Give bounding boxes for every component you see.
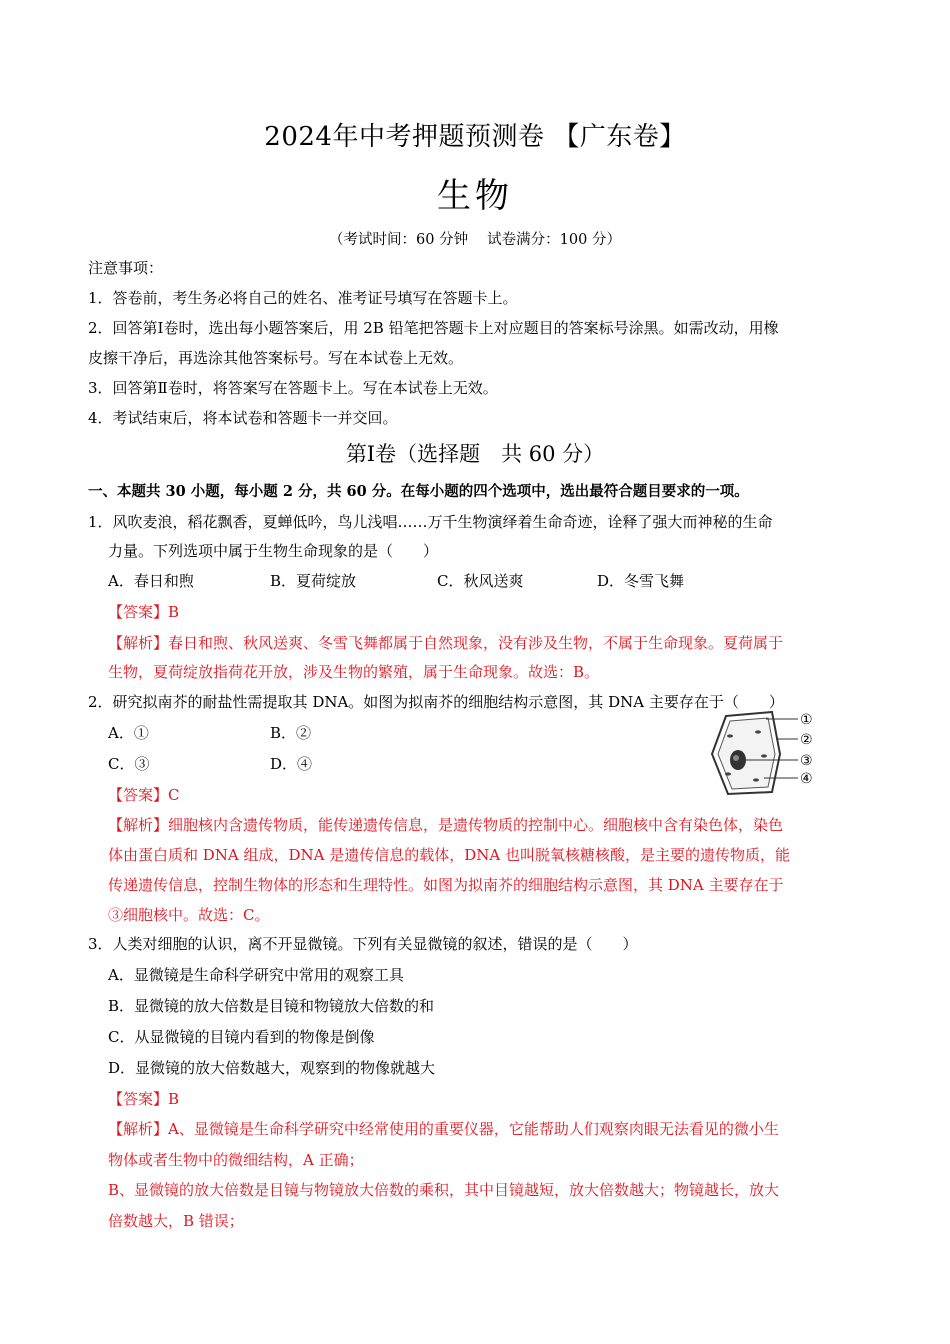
question-1-explanation-cont: 生物，夏荷绽放指荷花开放，涉及生物的繁殖，属于生命现象。故选：B。 xyxy=(108,663,600,681)
question-3-option-a: A．显微镜是生命科学研究中常用的观察工具 xyxy=(108,966,404,984)
cell-label-4: ④ xyxy=(800,771,813,787)
question-3-option-b: B．显微镜的放大倍数是目镜和物镜放大倍数的和 xyxy=(108,997,435,1015)
note-item: 3．回答第Ⅱ卷时，将答案写在答题卡上。写在本试卷上无效。 xyxy=(88,379,498,397)
exam-title: 2024年中考押题预测卷 【广东卷】 xyxy=(264,122,686,152)
section-title: 第Ⅰ卷（选择题 共 60 分） xyxy=(345,442,605,466)
exam-time-info: （考试时间：60 分钟 试卷满分：100 分） xyxy=(329,232,621,248)
question-1-option-d: D．冬雪飞舞 xyxy=(597,572,685,590)
question-3-explanation-cont: 物体或者生物中的微细结构，A 正确； xyxy=(108,1151,364,1169)
question-3-explanation-cont: B、显微镜的放大倍数是目镜与物镜放大倍数的乘积，其中目镜越短，放大倍数越大；物镜越长，放大 xyxy=(108,1181,780,1199)
question-2-answer: 【答案】C xyxy=(108,786,180,804)
question-2-option-b: B．② xyxy=(270,724,312,742)
question-3-explanation-cont: 倍数越大，B 错误； xyxy=(108,1212,244,1230)
question-3-answer: 【答案】B xyxy=(108,1090,180,1108)
question-3-stem: 3．人类对细胞的认识，离不开显微镜。下列有关显微镜的叙述，错误的是（ ） xyxy=(88,935,638,953)
subject-title: 生物 xyxy=(437,176,513,216)
plant-cell-diagram xyxy=(706,708,822,798)
question-1-stem: 1．风吹麦浪，稻花飘香，夏蝉低吟，鸟儿浅唱……万千生物演绎着生命奇迹，诠释了强大而神秘的生命 xyxy=(88,513,773,531)
question-1-explanation: 【解析】春日和煦、秋风送爽、冬雪飞舞都属于自然现象，没有涉及生物，不属于生命现象。夏荷属于 xyxy=(108,634,784,652)
question-1-answer: 【答案】B xyxy=(108,603,180,621)
question-2-explanation-cont: 传递遗传信息，控制生物体的形态和生理特性。如图为拟南芥的细胞结构示意图，其 DNA 主要存在于 xyxy=(108,876,784,894)
cell-label-2: ② xyxy=(800,732,813,748)
question-2-explanation: 【解析】细胞核内含遗传物质，能传递遗传信息，是遗传物质的控制中心。细胞核中含有染色体，染色 xyxy=(108,816,784,834)
question-1-option-c: C．秋风送爽 xyxy=(437,572,524,590)
note-item: 2．回答第Ⅰ卷时，选出每小题答案后，用 2B 铅笔把答题卡上对应题目的答案标号涂黑。如需改动，用橡 xyxy=(88,319,779,337)
question-3-option-c: C．从显微镜的目镜内看到的物像是倒像 xyxy=(108,1028,375,1046)
question-2-option-c: C．③ xyxy=(108,755,150,773)
question-3-option-d: D．显微镜的放大倍数越大，观察到的物像就越大 xyxy=(108,1059,436,1077)
question-2-option-a: A．① xyxy=(108,724,149,742)
cell-label-1: ① xyxy=(800,712,813,728)
question-1-option-b: B．夏荷绽放 xyxy=(270,572,357,590)
question-1-option-a: A．春日和煦 xyxy=(108,572,194,590)
note-item: 1．答卷前，考生务必将自己的姓名、准考证号填写在答题卡上。 xyxy=(88,289,518,307)
question-2-explanation-cont: ③细胞核中。故选：C。 xyxy=(108,906,270,924)
cell-label-3: ③ xyxy=(800,753,813,769)
section-instruction: 一、本题共 30 小题，每小题 2 分，共 60 分。在每小题的四个选项中，选出最符合题目要求的一项。 xyxy=(88,483,749,500)
question-2-explanation-cont: 体由蛋白质和 DNA 组成，DNA 是遗传信息的载体，DNA 也叫脱氧核糖核酸，是主要的遗传物质，能 xyxy=(108,846,791,864)
notes-heading: 注意事项： xyxy=(88,259,164,277)
question-3-explanation: 【解析】A、显微镜是生命科学研究中经常使用的重要仪器，它能帮助人们观察肉眼无法看见的微小生 xyxy=(108,1120,779,1138)
question-2-stem: 2．研究拟南芥的耐盐性需提取其 DNA。如图为拟南芥的细胞结构示意图，其 DNA 主要存在于（ ） xyxy=(88,693,784,711)
note-item: 皮擦干净后，再选涂其他答案标号。写在本试卷上无效。 xyxy=(88,349,464,367)
question-1-stem-cont: 力量。下列选项中属于生物生命现象的是（ ） xyxy=(108,542,439,560)
note-item: 4．考试结束后，将本试卷和答题卡一并交回。 xyxy=(88,409,398,427)
question-2-option-d: D．④ xyxy=(270,755,313,773)
